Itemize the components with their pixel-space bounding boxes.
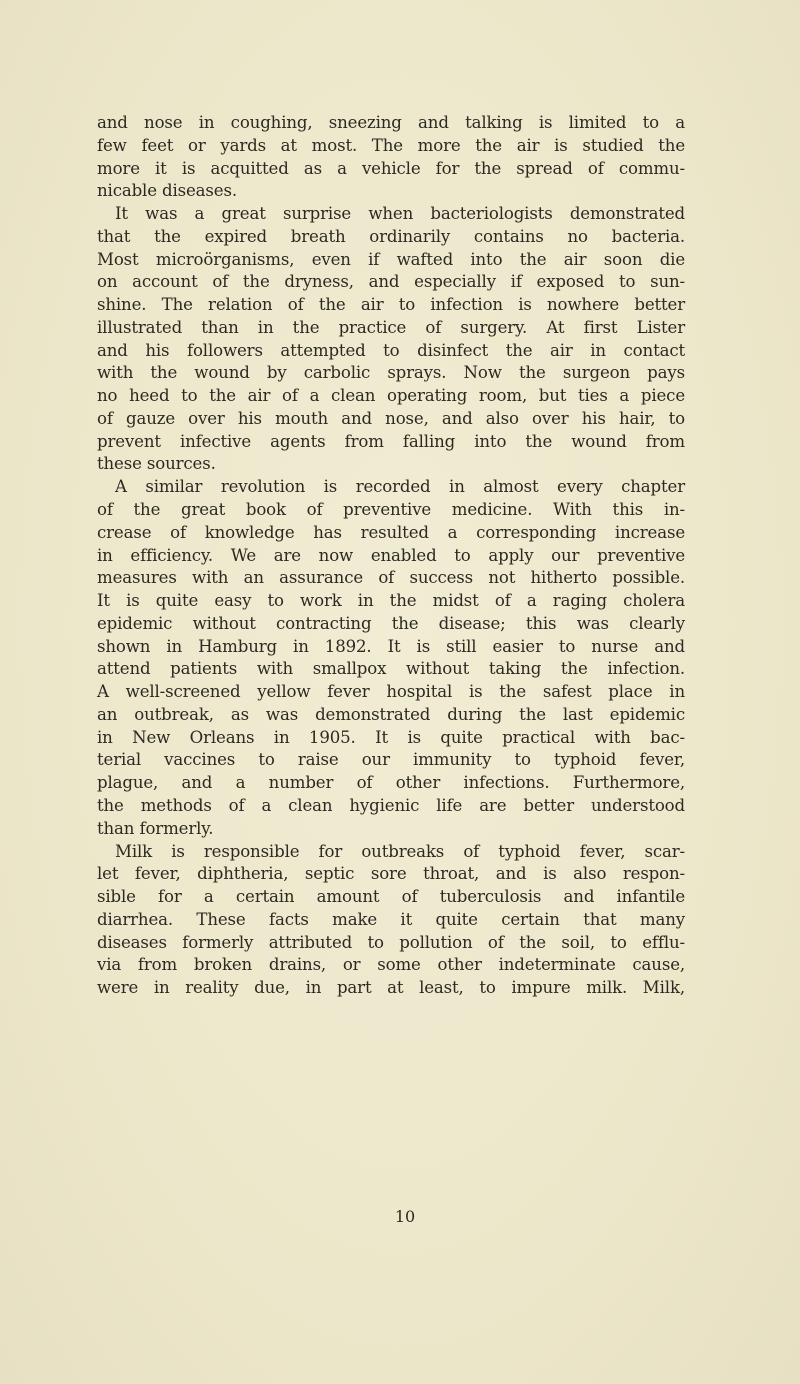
text-line: A well-screened yellow fever hospital is the safest place in <box>97 682 685 702</box>
text-line: via from broken drains, or some other indeterminate cause, <box>97 955 685 975</box>
text-line: in New Orleans in 1905. It is quite practical with bac- <box>97 727 685 747</box>
text-line: with the wound by carbolic sprays. Now the surgeon pays <box>97 363 685 383</box>
text-line: and nose in coughing, sneezing and talking is limited to a <box>97 113 685 132</box>
text-line: attend patients with smallpox without taking the infection. <box>97 659 685 679</box>
text-line: measures with an assurance of success not hitherto possible. <box>97 568 685 588</box>
page-number: 10 <box>394 1207 416 1226</box>
text-line: diarrhea. These facts make it quite certain that many <box>97 909 685 929</box>
text-line: few feet or yards at most. The more the air is studied the <box>97 135 685 155</box>
text-line: It was a great surprise when bacteriologists demonstrated <box>115 204 685 224</box>
text-line: illustrated than in the practice of surgery. At first Lister <box>97 317 685 337</box>
text-line: were in reality due, in part at least, to impure milk. Milk, <box>97 978 685 998</box>
text-line: on account of the dryness, and especially if exposed to sun- <box>97 272 685 292</box>
text-line: more it is acquitted as a vehicle for the spread of commu- <box>97 158 685 178</box>
text-line: Milk is responsible for outbreaks of typhoid fever, scar- <box>115 841 685 861</box>
text-line: plague, and a number of other infections. Furthermore, <box>97 773 685 793</box>
text-line: no heed to the air of a clean operating room, but ties a piece <box>97 386 685 406</box>
text-line: and his followers attempted to disinfect the air in contact <box>97 340 685 360</box>
text-line: shown in Hamburg in 1892. It is still easier to nurse and <box>97 636 685 656</box>
text-line: than formerly. <box>97 818 214 838</box>
text-line: these sources. <box>97 454 216 474</box>
text-line: shine. The relation of the air to infection is nowhere better <box>97 295 685 315</box>
text-line: let fever, diphtheria, septic sore throat, and is also respon- <box>97 864 685 884</box>
text-line: epidemic without contracting the disease; this was clearly <box>97 613 685 633</box>
paragraph <box>97 112 685 203</box>
paragraph <box>97 476 685 840</box>
text-line: diseases formerly attributed to pollution of the soil, to efflu- <box>97 932 685 952</box>
paragraph <box>97 841 685 1000</box>
text-line: prevent infective agents from falling into the wound from <box>97 431 685 451</box>
paragraph <box>97 203 685 476</box>
text-line: A similar revolution is recorded in almost every chapter <box>115 477 685 497</box>
text-line: Most microörganisms, even if wafted into the air soon die <box>97 249 685 269</box>
text-line: of gauze over his mouth and nose, and also over his hair, to <box>97 408 685 428</box>
body-text <box>97 112 685 1000</box>
text-line: the methods of a clean hygienic life are better understood <box>97 795 685 815</box>
text-line: of the great book of preventive medicine. With this in- <box>97 500 685 520</box>
text-line: in efficiency. We are now enabled to apply our preventive <box>97 545 685 565</box>
text-line: that the expired breath ordinarily contains no bacteria. <box>97 226 685 246</box>
text-line: nicable diseases. <box>97 181 237 201</box>
text-line: crease of knowledge has resulted a corresponding increase <box>97 522 685 542</box>
text-line: It is quite easy to work in the midst of a raging cholera <box>97 591 685 611</box>
text-line: terial vaccines to raise our immunity to typhoid fever, <box>97 750 685 770</box>
text-line: an outbreak, as was demonstrated during the last epidemic <box>97 704 685 724</box>
text-line: sible for a certain amount of tuberculosis and infantile <box>97 887 685 907</box>
